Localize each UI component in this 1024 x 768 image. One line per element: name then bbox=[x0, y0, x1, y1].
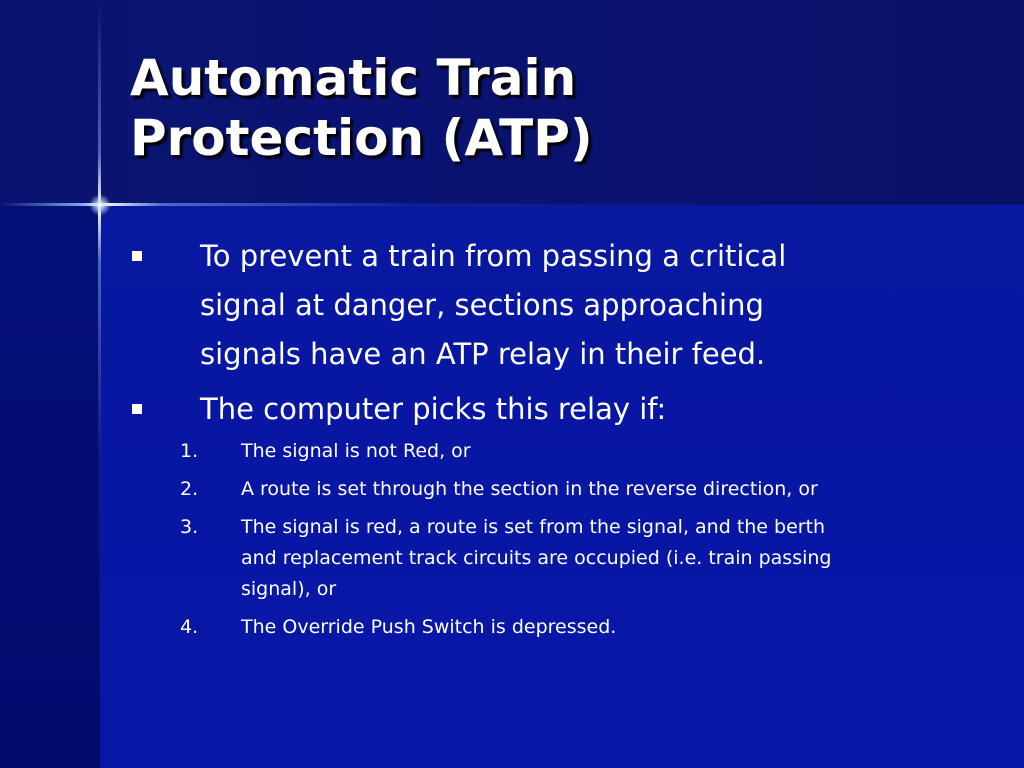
item-text-line: signal), or bbox=[241, 578, 337, 600]
horizontal-light-line bbox=[0, 203, 1024, 206]
bullet-item bbox=[130, 385, 930, 434]
item-text-line: A route is set through the section in the reverse direction, or bbox=[241, 478, 818, 500]
item-text-line: The signal is not Red, or bbox=[241, 440, 471, 462]
title-line-2: Protection (ATP) bbox=[130, 109, 593, 167]
item-number: 4. bbox=[180, 616, 199, 638]
slide-title bbox=[130, 48, 990, 168]
numbered-item bbox=[180, 436, 960, 467]
item-text-line: and replacement track circuits are occupied (i.e. train passing bbox=[241, 547, 832, 569]
numbered-item bbox=[180, 474, 960, 505]
item-number: 1. bbox=[180, 440, 199, 462]
numbered-list bbox=[180, 436, 960, 650]
bullet-item bbox=[130, 232, 930, 379]
square-bullet-icon bbox=[132, 404, 142, 414]
bullet-text-line: The computer picks this relay if: bbox=[200, 392, 667, 426]
vertical-light-line bbox=[98, 0, 101, 768]
bullet-text-line: signal at danger, sections approaching bbox=[200, 288, 764, 322]
item-number: 2. bbox=[180, 478, 199, 500]
square-bullet-icon bbox=[132, 251, 142, 261]
item-text-line: The signal is red, a route is set from the signal, and the berth bbox=[241, 516, 826, 538]
item-text-line: The Override Push Switch is depressed. bbox=[241, 616, 617, 638]
left-band bbox=[0, 205, 100, 768]
sparkle-decoration bbox=[89, 194, 111, 216]
item-number: 3. bbox=[180, 516, 199, 538]
bullet-list bbox=[130, 232, 930, 440]
bullet-text-line: signals have an ATP relay in their feed. bbox=[200, 337, 766, 371]
title-line-1: Automatic Train bbox=[130, 49, 577, 107]
bullet-text-line: To prevent a train from passing a critical bbox=[200, 239, 787, 273]
numbered-item bbox=[180, 512, 960, 605]
numbered-item bbox=[180, 612, 960, 643]
